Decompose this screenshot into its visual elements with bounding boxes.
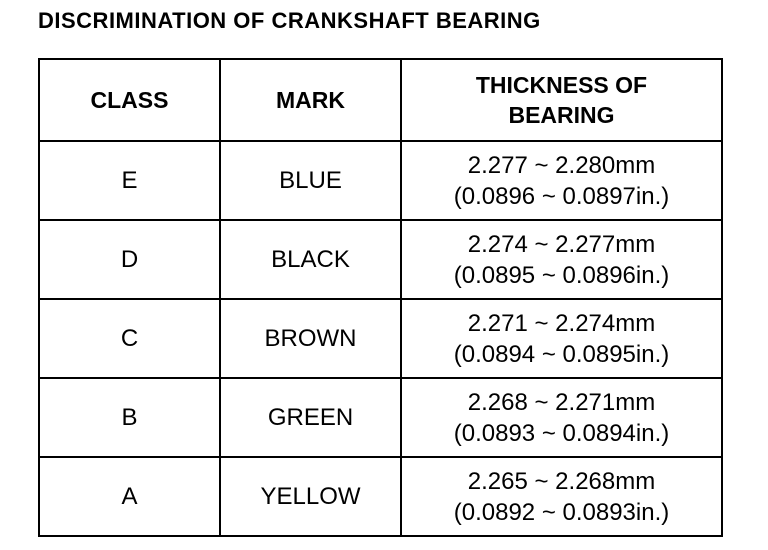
table-row — [39, 220, 722, 299]
thickness-mm: 2.271 ~ 2.274mm — [467, 309, 656, 337]
thickness-mm: 2.265 ~ 2.268mm — [467, 467, 656, 495]
cell-mark: BLUE — [220, 141, 401, 220]
cell-thickness — [401, 220, 722, 299]
cell-class: C — [39, 299, 220, 378]
header-mark: MARK — [220, 59, 401, 141]
cell-mark: BLACK — [220, 220, 401, 299]
thickness-in: (0.0892 ~ 0.0893in.) — [453, 498, 670, 526]
cell-class: A — [39, 457, 220, 536]
thickness-in: (0.0895 ~ 0.0896in.) — [453, 261, 670, 289]
thickness-in: (0.0893 ~ 0.0894in.) — [453, 419, 670, 447]
thickness-in: (0.0896 ~ 0.0897in.) — [453, 182, 670, 210]
table-row — [39, 299, 722, 378]
cell-thickness — [401, 299, 722, 378]
header-class: CLASS — [39, 59, 220, 141]
header-thickness-line2: BEARING — [508, 102, 615, 128]
header-thickness-line1: THICKNESS OF — [475, 72, 648, 98]
bearing-table — [38, 58, 723, 537]
cell-thickness — [401, 378, 722, 457]
document-title: DISCRIMINATION OF CRANKSHAFT BEARING — [38, 8, 541, 33]
cell-thickness — [401, 141, 722, 220]
thickness-mm: 2.274 ~ 2.277mm — [467, 230, 656, 258]
table-row — [39, 141, 722, 220]
cell-class: B — [39, 378, 220, 457]
thickness-in: (0.0894 ~ 0.0895in.) — [453, 340, 670, 368]
header-thickness — [401, 59, 722, 141]
cell-thickness — [401, 457, 722, 536]
cell-class: D — [39, 220, 220, 299]
table-row — [39, 378, 722, 457]
cell-mark: GREEN — [220, 378, 401, 457]
thickness-mm: 2.277 ~ 2.280mm — [467, 151, 656, 179]
cell-class: E — [39, 141, 220, 220]
table-header-row — [39, 59, 722, 141]
table-row — [39, 457, 722, 536]
cell-mark: YELLOW — [220, 457, 401, 536]
thickness-mm: 2.268 ~ 2.271mm — [467, 388, 656, 416]
cell-mark: BROWN — [220, 299, 401, 378]
